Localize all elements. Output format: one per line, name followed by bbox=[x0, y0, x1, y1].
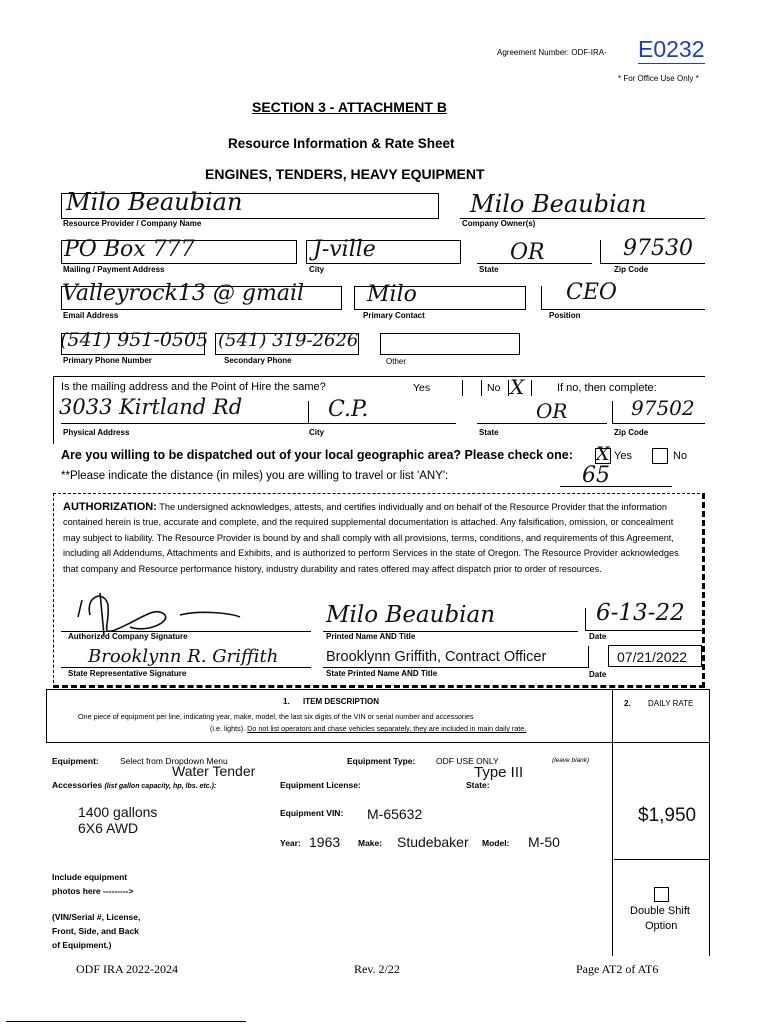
primary-phone-field[interactable] bbox=[60, 329, 209, 355]
mailing-state-value[interactable]: OR bbox=[510, 240, 545, 265]
position-label: Position bbox=[549, 311, 581, 320]
mailing-city-value: J-ville bbox=[313, 237, 376, 262]
hire-no-mark: X bbox=[510, 375, 525, 399]
email-field[interactable] bbox=[61, 281, 342, 310]
date-label: Date bbox=[589, 632, 607, 641]
office-use-note: * For Office Use Only * bbox=[618, 74, 699, 83]
make-value[interactable]: Studebaker bbox=[397, 834, 469, 850]
year-label: Year: bbox=[280, 838, 301, 848]
equipment-type-label: Equipment Type: bbox=[347, 756, 416, 766]
primary-contact-value: Milo bbox=[367, 282, 417, 307]
physical-city-line bbox=[309, 423, 456, 424]
physical-city-label: City bbox=[309, 428, 325, 437]
accessories-line-1[interactable]: 1400 gallons bbox=[78, 804, 158, 820]
primary-phone-value: (541) 951-0505 bbox=[60, 329, 209, 351]
license-label: Equipment License: bbox=[280, 780, 361, 790]
hire-no-box[interactable] bbox=[508, 375, 532, 399]
accessories-label-text: Accessories bbox=[52, 780, 103, 790]
printed-name-label: Printed Name AND Title bbox=[326, 632, 416, 641]
state-date-value: 07/21/2022 bbox=[617, 649, 688, 665]
company-signature-label: Authorized Company Signature bbox=[68, 632, 188, 641]
email-value: Valleyrock13 @ gmail bbox=[62, 281, 305, 306]
state-printed-value: Brooklynn Griffith, Contract Officer bbox=[326, 649, 547, 665]
dispatch-no-checkbox[interactable] bbox=[652, 448, 668, 464]
distance-value[interactable]: 65 bbox=[582, 463, 610, 488]
mailing-zip-field[interactable] bbox=[600, 236, 705, 264]
equipment-label: Equipment: bbox=[52, 756, 99, 766]
equipment-select[interactable]: Water Tender bbox=[172, 763, 256, 779]
hire-yes-box[interactable] bbox=[462, 380, 482, 396]
primary-phone-label: Primary Phone Number bbox=[63, 356, 152, 365]
owner-value[interactable]: Milo Beaubian bbox=[470, 190, 647, 218]
state-signature-line bbox=[61, 667, 311, 668]
physical-zip-value: 97502 bbox=[631, 396, 695, 420]
option-label: Option bbox=[645, 920, 678, 932]
position-value: CEO bbox=[566, 280, 617, 305]
physical-address-label: Physical Address bbox=[63, 428, 130, 437]
physical-state-line bbox=[477, 423, 607, 424]
authorization-body: The undersigned acknowledges, attests, and certifies individually and on behalf of the Resource Provider that the information contained herein is true, accurate and complete, and the required supplemental documentation is attached. Any falsification, omission, or concealment may subject to liability. The Resource Provider is bound by and shall comply with all provisions, terms, conditions, and requirements of this Agreement, including all Addendums, Attachments and Exhibits, and is authorized to perform Services in the state of Oregon. The Resource Provider acknowledges that company and Resource performance history, industry durability and rates offered may affect dispatch prior to order of resources. bbox=[63, 502, 679, 574]
authorization-heading: AUTHORIZATION: bbox=[63, 501, 157, 513]
equipment-type-hint: ODF USE ONLY bbox=[436, 756, 499, 766]
model-value[interactable]: M-50 bbox=[528, 834, 560, 850]
photos-line-5: of Equipment.) bbox=[52, 940, 112, 950]
dispatch-yes-checkbox[interactable] bbox=[595, 443, 611, 465]
subtitle: Resource Information & Rate Sheet bbox=[228, 136, 455, 151]
item-col-number: 1. bbox=[283, 697, 290, 706]
accessories-line-2[interactable]: 6X6 AWD bbox=[78, 820, 139, 836]
mailing-address-field[interactable] bbox=[61, 237, 297, 264]
item-note-1: One piece of equipment per line, indicating year, make, model, the last six digits of the VIN or serial number and accessories bbox=[78, 712, 474, 721]
authorization-text bbox=[63, 500, 693, 577]
agreement-number: E0232 bbox=[638, 36, 705, 62]
mailing-state-label: State bbox=[479, 265, 499, 274]
state-date-field[interactable] bbox=[608, 645, 702, 667]
double-shift-checkbox[interactable] bbox=[654, 887, 669, 902]
mailing-address-value: PO Box 777 bbox=[64, 237, 195, 262]
license-state-label: State: bbox=[466, 780, 490, 790]
provider-name-value: Milo Beaubian bbox=[66, 188, 243, 216]
position-field[interactable] bbox=[541, 280, 705, 310]
daily-rate-value[interactable]: $1,950 bbox=[638, 805, 697, 826]
agreement-label: Agreement Number: ODF-IRA- bbox=[497, 48, 607, 57]
other-phone-label: Other bbox=[386, 357, 407, 366]
photos-line-4: Front, Side, and Back bbox=[52, 926, 139, 936]
equipment-hint: Select from Dropdown Menu bbox=[120, 756, 228, 766]
item-col-title: ITEM DESCRIPTION bbox=[303, 697, 380, 706]
hire-yes-label: Yes bbox=[413, 382, 431, 394]
primary-contact-label: Primary Contact bbox=[363, 311, 425, 320]
make-label: Make: bbox=[358, 838, 383, 848]
item-note-2a: (i.e. lights). bbox=[210, 724, 246, 733]
state-date-label: Date bbox=[589, 670, 607, 679]
date-value: 6-13-22 bbox=[596, 600, 685, 626]
item-note-2b: Do not list operators and chase vehicles separately, they are included in main daily rate. bbox=[247, 724, 527, 733]
dispatch-no-label: No bbox=[673, 450, 688, 462]
year-value[interactable]: 1963 bbox=[309, 834, 341, 850]
rate-col-title: DAILY RATE bbox=[648, 699, 694, 708]
hire-no-label: No bbox=[487, 382, 501, 394]
footer-right: Page AT2 of AT6 bbox=[576, 962, 659, 976]
physical-state-value[interactable]: OR bbox=[536, 399, 568, 423]
owner-label: Company Owner(s) bbox=[462, 219, 536, 228]
mailing-city-label: City bbox=[309, 265, 325, 274]
point-of-hire-question: Is the mailing address and the Point of Hire the same? bbox=[61, 381, 326, 393]
dispatch-yes-mark: X bbox=[596, 443, 610, 465]
distance-label: **Please indicate the distance (in miles) you are willing to travel or list 'ANY': bbox=[61, 470, 449, 482]
footer-center: Rev. 2/22 bbox=[354, 962, 400, 976]
distance-line bbox=[560, 486, 672, 487]
photos-line-1: Include equipment bbox=[52, 872, 128, 882]
equipment-type-leave: (leave blank) bbox=[552, 757, 590, 764]
photos-line-3: (VIN/Serial #, License, bbox=[52, 912, 141, 922]
section-title: SECTION 3 - ATTACHMENT B bbox=[252, 99, 447, 115]
physical-state-label: State bbox=[479, 428, 499, 437]
dispatch-question: Are you willing to be dispatched out of your local geographic area? Please check one: bbox=[61, 448, 573, 462]
provider-name-label: Resource Provider / Company Name bbox=[63, 219, 202, 228]
rate-col-number: 2. bbox=[624, 699, 631, 708]
accessories-hint: (list gallon capacity, hp, lbs. etc.): bbox=[104, 783, 217, 790]
vin-value[interactable]: M-65632 bbox=[367, 806, 423, 822]
state-signature-value[interactable]: Brooklynn R. Griffith bbox=[88, 646, 279, 667]
daily-rate-header-cell bbox=[612, 689, 710, 743]
model-label: Model: bbox=[482, 838, 510, 848]
double-shift-label: Double Shift bbox=[630, 905, 690, 917]
mailing-zip-value: 97530 bbox=[623, 236, 693, 261]
printed-name-value[interactable]: Milo Beaubian bbox=[326, 602, 496, 628]
state-printed-field[interactable] bbox=[323, 646, 589, 668]
footer-left: ODF IRA 2022-2024 bbox=[76, 962, 179, 976]
accessories-label bbox=[52, 780, 216, 790]
mailing-zip-label: Zip Code bbox=[614, 265, 649, 274]
category-title: ENGINES, TENDERS, HEAVY EQUIPMENT bbox=[205, 166, 485, 182]
mailing-address-label: Mailing / Payment Address bbox=[63, 265, 165, 274]
dispatch-yes-label: Yes bbox=[614, 450, 632, 462]
physical-address-value: 3033 Kirtland Rd bbox=[59, 395, 243, 419]
rate-divider bbox=[614, 859, 710, 860]
physical-zip-field[interactable] bbox=[612, 396, 705, 424]
other-phone-field[interactable] bbox=[380, 333, 520, 355]
date-field[interactable] bbox=[585, 600, 705, 631]
physical-address-field[interactable] bbox=[59, 395, 309, 424]
primary-contact-field[interactable] bbox=[354, 282, 526, 310]
state-printed-label: State Printed Name AND Title bbox=[326, 669, 438, 678]
secondary-phone-field[interactable] bbox=[215, 330, 359, 355]
page-bottom-rule bbox=[6, 1021, 246, 1022]
physical-zip-label: Zip Code bbox=[614, 428, 649, 437]
physical-city-value[interactable]: C.P. bbox=[328, 397, 369, 422]
vin-label: Equipment VIN: bbox=[280, 808, 344, 818]
provider-name-field[interactable] bbox=[61, 188, 439, 219]
if-no-label: If no, then complete: bbox=[557, 382, 657, 394]
photos-line-2: photos here ---------> bbox=[52, 886, 134, 896]
mailing-city-field[interactable] bbox=[306, 237, 461, 264]
email-label: Email Address bbox=[63, 311, 119, 320]
state-signature-label: State Representative Signature bbox=[68, 669, 187, 678]
secondary-phone-value: (541) 319-2626 bbox=[218, 330, 359, 351]
equipment-type-value[interactable]: Type III bbox=[474, 764, 524, 781]
item-note-2 bbox=[210, 724, 526, 733]
secondary-phone-label: Secondary Phone bbox=[224, 356, 292, 365]
